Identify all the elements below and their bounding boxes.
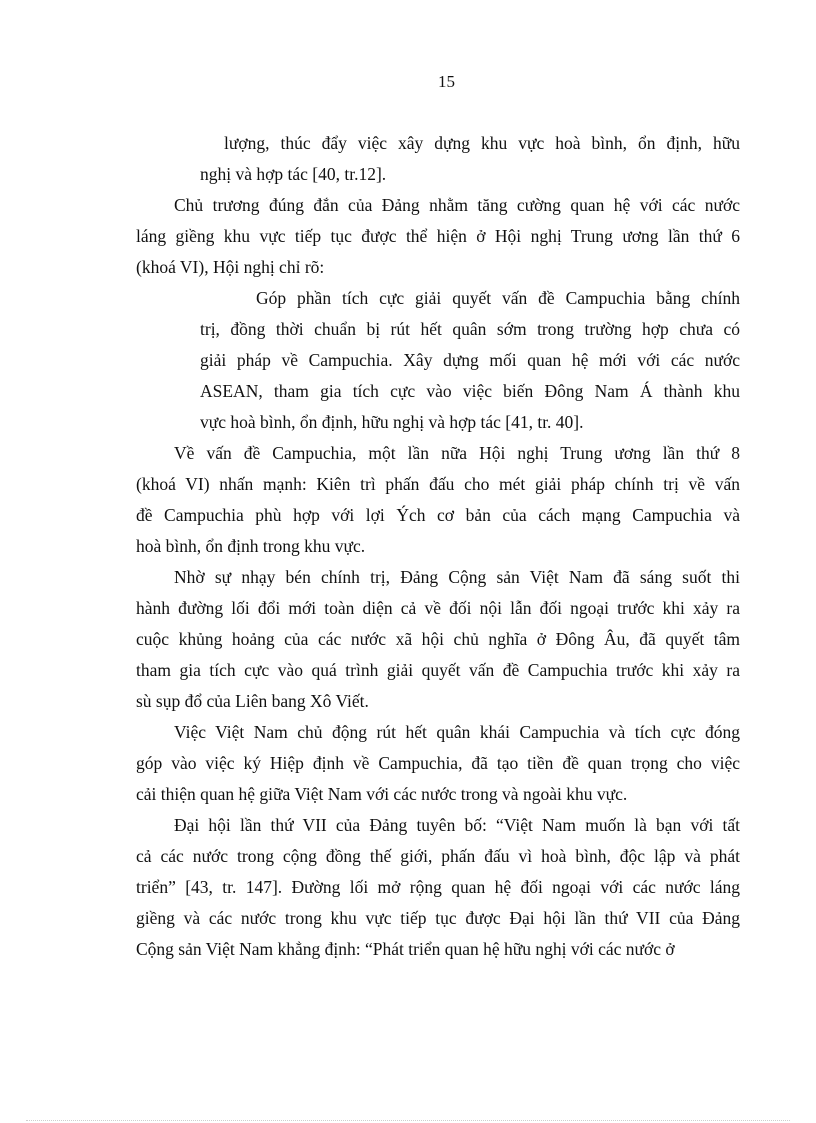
text-line: nghị và hợp tác [40, tr.12].: [200, 164, 387, 184]
text-line: Góp phần tích cực giải quyết vấn đề Campuchia bằng chính: [256, 288, 740, 308]
text-line: giải pháp về Campuchia. Xây dựng mối quan hệ mới với các nước: [200, 350, 740, 370]
text-line: sù sụp đổ của Liên bang Xô Viết.: [136, 691, 369, 711]
page-number: 15: [438, 72, 455, 91]
paragraph-3: [136, 562, 740, 717]
text-line: vực hoà bình, ổn định, hữu nghị và hợp tác [41, tr. 40].: [200, 412, 584, 432]
text-line: (khoá VI) nhấn mạnh: Kiên trì phấn đấu cho mét giải pháp chính trị về vấn: [136, 474, 740, 494]
document-body: [136, 128, 740, 965]
paragraph-5: [136, 810, 740, 965]
text-line: cả các nước trong cộng đồng thế giới, phấn đấu vì hoà bình, độc lập và phát: [136, 846, 740, 866]
paragraph-2: [136, 438, 740, 562]
text-line: Về vấn đề Campuchia, một lần nữa Hội nghị Trung ương lần thứ 8: [174, 443, 740, 463]
text-line: ASEAN, tham gia tích cực vào việc biến Đông Nam Á thành khu: [200, 381, 740, 401]
text-line: Chủ trương đúng đắn của Đảng nhằm tăng cường quan hệ với các nước: [174, 195, 740, 215]
text-line: tham gia tích cực vào quá trình giải quyết vấn đề Campuchia trước khi xảy ra: [136, 660, 740, 680]
text-line: Đại hội lần thứ VII của Đảng tuyên bố: “Việt Nam muốn là bạn với tất: [174, 815, 740, 835]
page-bottom-divider: [26, 1120, 790, 1121]
paragraph-1: [136, 190, 740, 283]
text-line: cuộc khủng hoảng của các nước xã hội chủ nghĩa ở Đông Âu, đã quyết tâm: [136, 629, 740, 649]
text-line: góp vào việc ký Hiệp định về Campuchia, đã tạo tiền đề quan trọng cho việc: [136, 753, 740, 773]
text-line: Nhờ sự nhạy bén chính trị, Đảng Cộng sản Việt Nam đã sáng suốt thi: [174, 567, 740, 587]
text-line: trị, đồng thời chuẩn bị rút hết quân sớm trong trường hợp chưa có: [200, 319, 740, 339]
paragraph-4: [136, 717, 740, 810]
text-line: lượng, thúc đẩy việc xây dựng khu vực hoà bình, ổn định, hữu: [224, 133, 740, 153]
text-line: láng giềng khu vực tiếp tục được thể hiện ở Hội nghị Trung ương lần thứ 6: [136, 226, 740, 246]
text-line: hoà bình, ổn định trong khu vực.: [136, 536, 366, 556]
text-line: Việc Việt Nam chủ động rút hết quân khái Campuchia và tích cực đóng: [174, 722, 740, 742]
text-line: cải thiện quan hệ giữa Việt Nam với các nước trong và ngoài khu vực.: [136, 784, 628, 804]
text-line: triển” [43, tr. 147]. Đường lối mở rộng quan hệ đối ngoại với các nước láng: [136, 877, 740, 897]
text-line: Cộng sản Việt Nam khẳng định: “Phát triển quan hệ hữu nghị với các nước ở: [136, 939, 675, 959]
quote-block-2: [200, 283, 740, 438]
text-line: hành đường lối đổi mới toàn diện cả về đối nội lẫn đối ngoại trước khi xảy ra: [136, 598, 740, 618]
text-line: đề Campuchia phù hợp với lợi Ých cơ bản của cách mạng Campuchia và: [136, 505, 740, 525]
text-line: (khoá VI), Hội nghị chỉ rõ:: [136, 257, 325, 277]
quote-block-1: [200, 128, 740, 190]
text-line: giềng và các nước trong khu vực tiếp tục được Đại hội lần thứ VII của Đảng: [136, 908, 740, 928]
